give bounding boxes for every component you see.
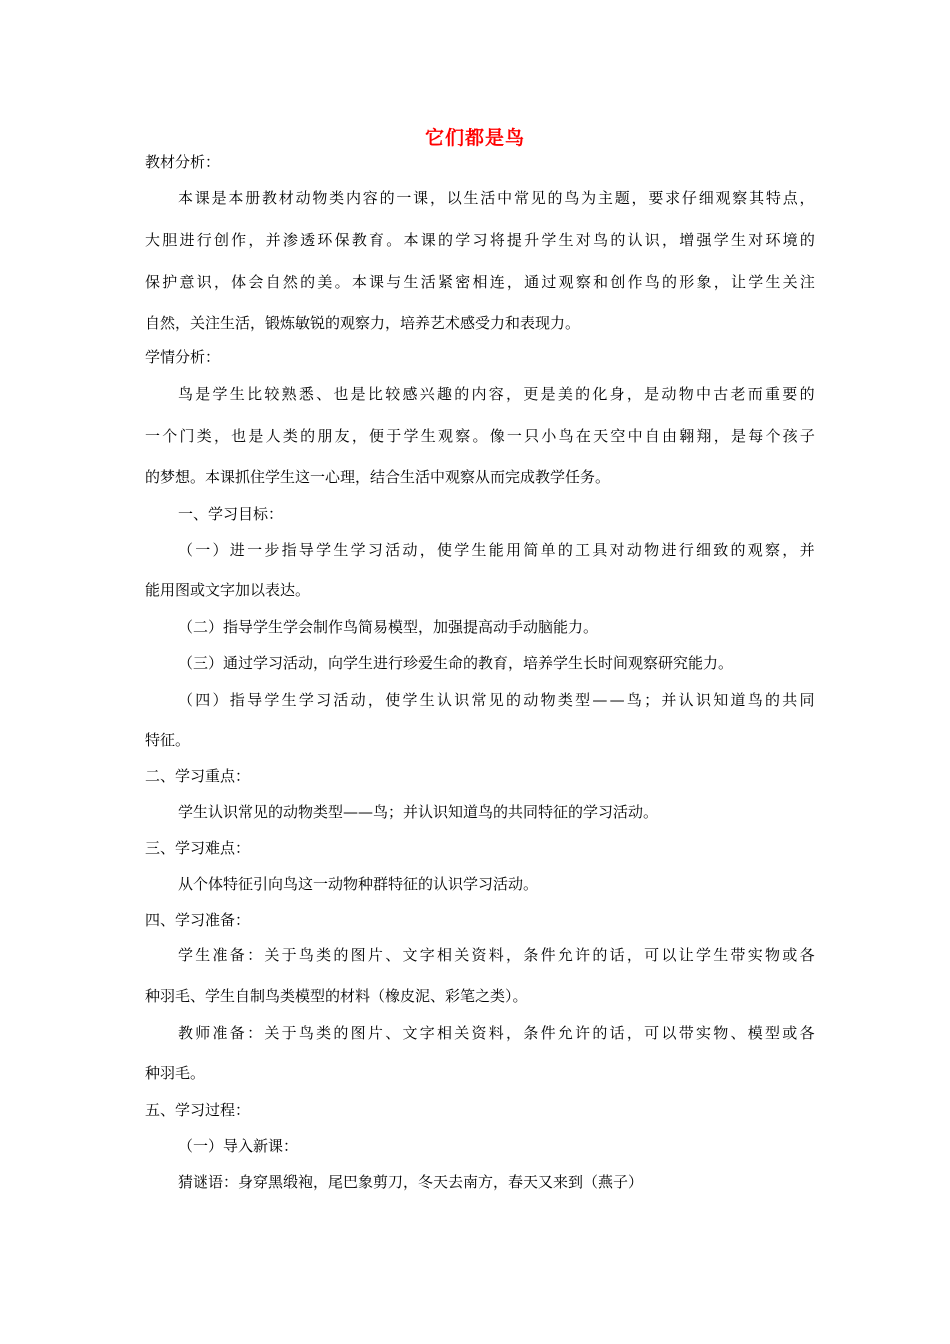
paragraph-line: 自然，关注生活，锻炼敏锐的观察力，培养艺术感受力和表现力。 [145,314,581,332]
paragraph-line: 教 师 准 备 ： 关 于 鸟 类 的 图 片 、 文 字 相 关 资 料 ， 条 件 允 许 的 话 ， 可 以 带 实 物 、 模 型 或 各 [178,1024,815,1042]
goal-line: 能用图或文字加以表达。 [145,581,311,599]
document-title: 它们都是鸟 [424,127,525,149]
paragraph-line: 大 胆 进 行 创 作 ， 并 渗 透 环 保 教 育 。 本 课 的 学 习 将 提 升 学 生 对 鸟 的 认 识 ， 增 强 学 生 对 环 境 的 [145,231,815,249]
goal-line: （三）通过学习活动，向学生进行珍爱生命的教育，培养学生长时间观察研究能力。 [178,654,734,672]
paragraph-line: 一 个 门 类 ， 也 是 人 类 的 朋 友 ， 便 于 学 生 观 察 。 像 一 只 小 鸟 在 天 空 中 自 由 翱 翔 ， 是 每 个 孩 子 [145,427,815,445]
paragraph-line: 的梦想。本课抓住学生这一心理，结合生活中观察从而完成教学任务。 [145,468,611,486]
paragraph-line: 鸟 是 学 生 比 较 熟 悉 、 也 是 比 较 感 兴 趣 的 内 容 ， 更 是 美 的 化 身 ， 是 动 物 中 古 老 而 重 要 的 [178,385,815,403]
subheading-introduction: （一）导入新课： [178,1137,299,1155]
paragraph-line: 猜谜语：身穿黑缎袍，尾巴象剪刀，冬天去南方，春天又来到（燕子） [178,1173,644,1191]
heading-learning-goals: 一、学习目标： [178,505,284,523]
paragraph-line: 种羽毛、学生自制鸟类模型的材料（橡皮泥、彩笔之类）。 [145,987,528,1005]
goal-line: （二）指导学生学会制作鸟简易模型，加强提高动手动脑能力。 [178,618,599,636]
paragraph-line: 种羽毛。 [145,1064,206,1082]
paragraph-line: 学生认识常见的动物类型——鸟；并认识知道鸟的共同特征的学习活动。 [178,803,659,821]
heading-student-analysis: 学情分析： [145,348,221,366]
heading-difficulties: 三、学习难点： [145,839,251,857]
goal-line: （ 四 ） 指 导 学 生 学 习 活 动 ， 使 学 生 认 识 常 见 的 动 物 类 型 — — 鸟 ； 并 认 识 知 道 鸟 的 共 同 [178,691,815,709]
paragraph-line: 保 护 意 识 ， 体 会 自 然 的 美 。 本 课 与 生 活 紧 密 相 连 ， 通 过 观 察 和 创 作 鸟 的 形 象 ， 让 学 生 关 注 [145,273,815,291]
paragraph-line: 本 课 是 本 册 教 材 动 物 类 内 容 的 一 课 ， 以 生 活 中 常 见 的 鸟 为 主 题 ， 要 求 仔 细 观 察 其 特 点 ， [178,189,815,207]
heading-textbook-analysis: 教材分析： [145,153,221,171]
paragraph-line: 从个体特征引向鸟这一动物种群特征的认识学习活动。 [178,875,539,893]
heading-learning-process: 五、学习过程： [145,1101,251,1119]
goal-line: 特征。 [145,731,191,749]
heading-preparation: 四、学习准备： [145,911,251,929]
paragraph-line: 学 生 准 备 ： 关 于 鸟 类 的 图 片 、 文 字 相 关 资 料 ， 条 件 允 许 的 话 ， 可 以 让 学 生 带 实 物 或 各 [178,946,815,964]
heading-key-points: 二、学习重点： [145,767,251,785]
goal-line: （ 一 ） 进 一 步 指 导 学 生 学 习 活 动 ， 使 学 生 能 用 简 单 的 工 具 对 动 物 进 行 细 致 的 观 察 ， 并 [178,541,815,559]
